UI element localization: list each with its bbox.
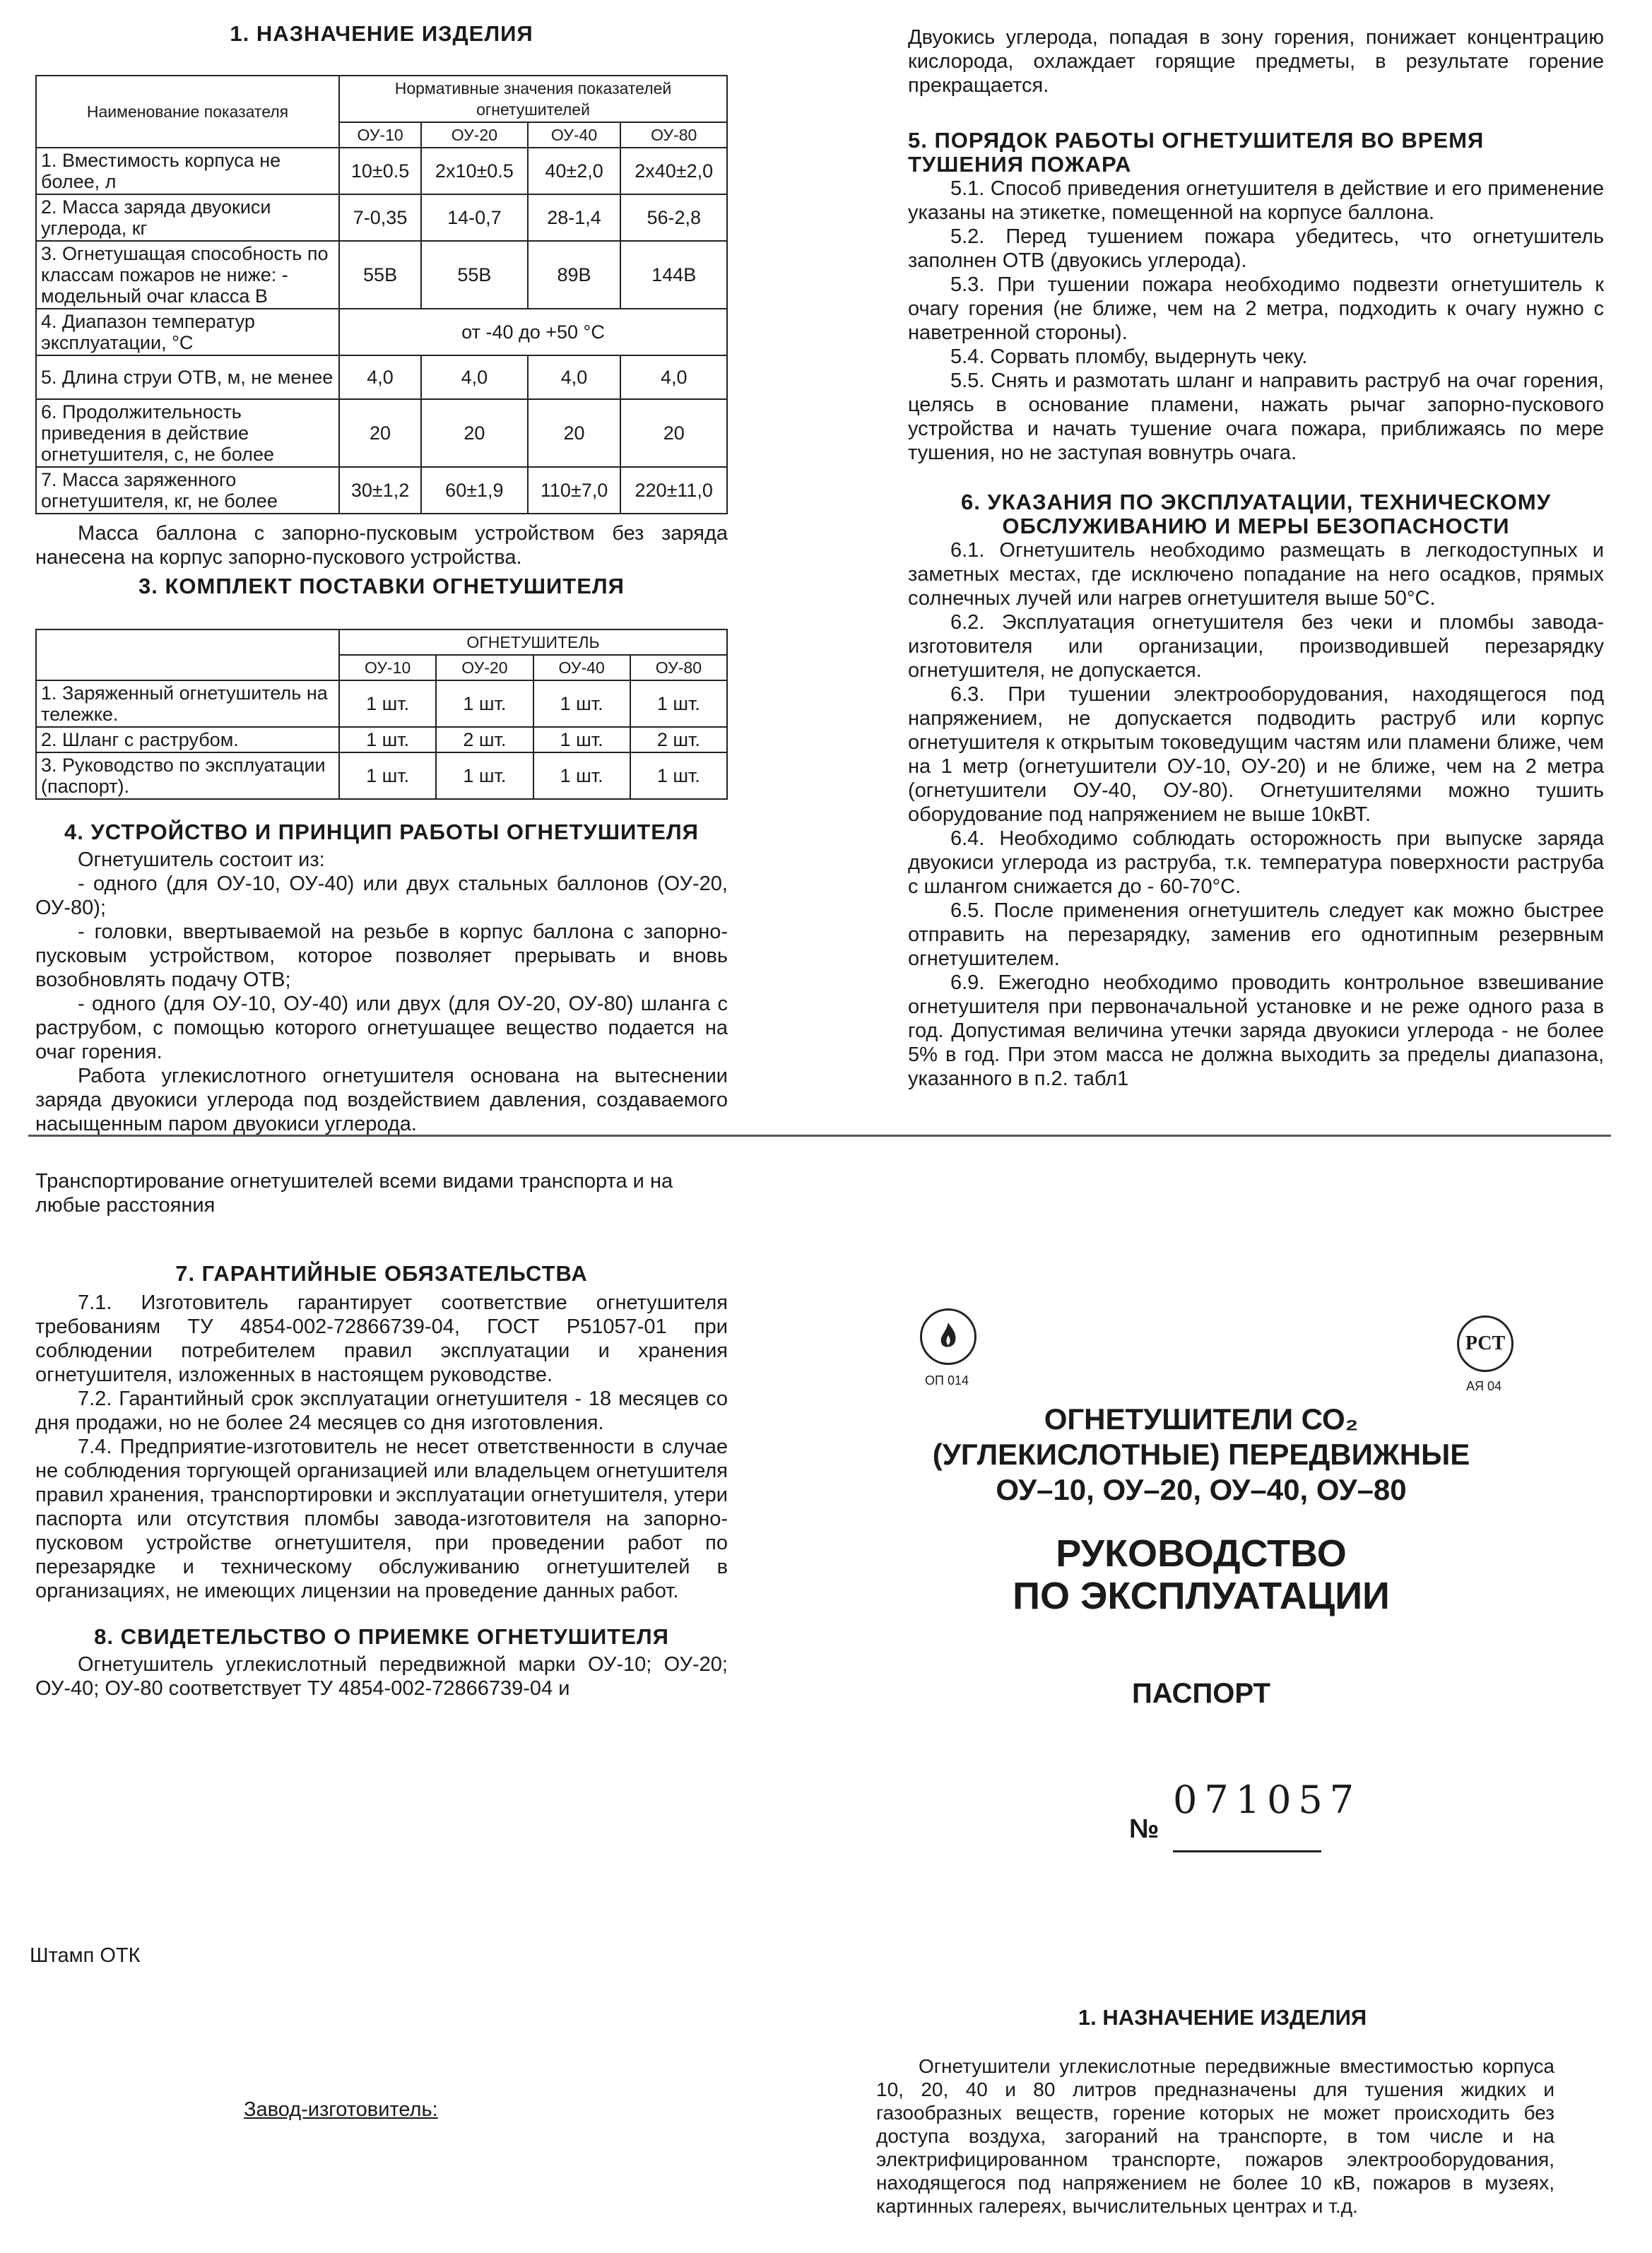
cell: 55В [421, 241, 528, 309]
paragraph: 5.3. При тушении пожара необходимо подвезти огнетушитель к очагу горения (не ближе, чем на 2 метра, подходить к очагу нужно с наветренной стороны). [908, 273, 1604, 344]
otk-stamp-label: Штамп ОТК [30, 1944, 141, 1967]
cell: 110±7,0 [528, 467, 621, 514]
paragraph: 5.5. Снять и размотать шланг и направить раструб на очаг горения, целясь в основание пламени, нажать рычаг запорно-пускового устройства и начать тушение очага пожара, приближаясь по мере тушения, но не заступая вовнутрь очага. [908, 369, 1604, 464]
col-header-extinguisher: ОГНЕТУШИТЕЛЬ [339, 629, 727, 655]
table-row [36, 148, 727, 194]
table-row [36, 752, 727, 799]
passport-label: ПАСПОРТ [1132, 1678, 1270, 1709]
cover-title-line-1: ОГНЕТУШИТЕЛИ СО₂ [1044, 1402, 1359, 1436]
paragraph: 6.5. После применения огнетушитель следует как можно быстрее отправить на перезарядку, заменив его однотипным резервным огнетушителем. [908, 899, 1604, 970]
paragraph: Огнетушитель углекислотный передвижной марки ОУ-10; ОУ-20; ОУ-40; ОУ-80 соответствует ТУ 4854-002-72866739-04 и [35, 1653, 728, 1700]
row-label: 2. Масса заряда двуокиси углерода, кг [36, 194, 339, 241]
model-header: ОУ-80 [630, 655, 727, 680]
mark-right-caption: АЯ 04 [1465, 1379, 1502, 1393]
cell: 28-1,4 [528, 194, 621, 241]
cover-title-line-4: РУКОВОДСТВО [1056, 1532, 1347, 1575]
cell: 55В [339, 241, 421, 309]
table-row [36, 241, 727, 309]
model-header: ОУ-80 [620, 122, 727, 148]
model-header: ОУ-40 [533, 655, 630, 680]
cell-span: от -40 до +50 °С [339, 309, 727, 355]
paragraph: 6.2. Эксплуатация огнетушителя без чеки и пломбы завода-изготовителя или организации, производившей перезарядку огнетушителя, не допускается. [908, 611, 1604, 682]
table-row [36, 467, 727, 514]
bottom-left-column [35, 1169, 728, 1701]
cell: 1 шт. [339, 727, 436, 752]
factory-label: Завод-изготовитель: [244, 2098, 438, 2121]
paragraph: 7.4. Предприятие-изготовитель не несет ответственности в случае не соблюдения торгующей организацией или владельцем огнетушителя правил хранения, транспортировки и эксплуатации огнетушителя, утери паспорта или отсутствия пломбы завода-изготовителя на запорно-пусковом устройстве огнетушителя, при проведении работ по перезарядке и техническому обслуживанию огнетушителей в организациях, не имеющих лицензии на проведение данных работ. [35, 1436, 728, 1602]
cell: 2 шт. [436, 727, 533, 752]
mark-left-caption: ОП 014 [925, 1373, 969, 1388]
cell: 4,0 [620, 355, 727, 399]
cell: 1 шт. [630, 752, 727, 799]
cell: 10±0.5 [339, 148, 421, 194]
mark-right-glyph: РСТ [1465, 1332, 1506, 1354]
model-header: ОУ-10 [339, 655, 436, 680]
cell: 1 шт. [339, 752, 436, 799]
table-row [36, 727, 727, 752]
row-label: 5. Длина струи ОТВ, м, не менее [36, 355, 339, 399]
section-6-title: 6. УКАЗАНИЯ ПО ЭКСПЛУАТАЦИИ, ТЕХНИЧЕСКОМУ ОБСЛУЖИВАНИЮ И МЕРЫ БЕЗОПАСНОСТИ [961, 490, 1551, 538]
cell: 1 шт. [630, 680, 727, 727]
paragraph: 6.4. Необходимо соблюдать осторожность при выпуске заряда двуокиси углерода из раструба, т.к. температура поверхности раструба с шлангом снижается до - 60-70°С. [908, 827, 1604, 898]
cell: 20 [620, 399, 727, 467]
section-5-title: 5. ПОРЯДОК РАБОТЫ ОГНЕТУШИТЕЛЯ ВО ВРЕМЯ ТУШЕНИЯ ПОЖАРА [908, 128, 1485, 177]
section-3-title: 3. КОМПЛЕКТ ПОСТАВКИ ОГНЕТУШИТЕЛЯ [138, 574, 625, 598]
row-label: 1. Вместимость корпуса не более, л [36, 148, 339, 194]
paragraph: 5.4. Сорвать пломбу, выдернуть чеку. [950, 345, 1308, 368]
row-label: 7. Масса заряженного огнетушителя, кг, не более [36, 467, 339, 514]
cell: 20 [528, 399, 621, 467]
cover-section-1-title: 1. НАЗНАЧЕНИЕ ИЗДЕЛИЯ [1078, 2005, 1367, 2030]
row-label: 6. Продолжительность приведения в действие огнетушителя, с, не более [36, 399, 339, 467]
cell: 2 шт. [630, 727, 727, 752]
cell: 4,0 [528, 355, 621, 399]
paragraph: - головки, ввертываемой на резьбе в корпус баллона с запорно-пусковым устройством, которое позволяет прерывать и вновь возобновлять подачу ОТВ; [35, 921, 728, 991]
table-row [36, 355, 727, 399]
section-8-title: 8. СВИДЕТЕЛЬСТВО О ПРИЕМКЕ ОГНЕТУШИТЕЛЯ [94, 1624, 669, 1649]
certification-mark-right-icon [1457, 1315, 1514, 1372]
row-label: 4. Диапазон температур эксплуатации, °С [36, 309, 339, 355]
cover-title-line-5: ПО ЭКСПЛУАТАЦИИ [1013, 1575, 1390, 1617]
serial-number-label: № [1129, 1814, 1160, 1844]
cell: 1 шт. [436, 752, 533, 799]
cell: 40±2,0 [528, 148, 621, 194]
row-label: 3. Руководство по эксплуатации (паспорт). [36, 752, 339, 799]
cover-section-1-paragraph: Огнетушители углекислотные передвижные вместимостью корпуса 10, 20, 40 и 80 литров предназначены для тушения жидких и газообразных веществ, горение которых не может происходить без доступа воздуха, загораний на транспорте, в том числе и на электрифицированном транспорте, пожаров электрооборудования, находящегося под напряжением не более 10 кВ, пожаров в музеях, картинных галереях, вычислительных центрах и т.д. [876, 2055, 1554, 2217]
cover-title-line-2: (УГЛЕКИСЛОТНЫЕ) ПЕРЕДВИЖНЫЕ [932, 1438, 1470, 1471]
cell: 20 [421, 399, 528, 467]
paragraph: 6.3. При тушении электрооборудования, находящегося под напряжением, не допускается подводить раструб или корпус огнетушителя к открытым токоведущим частям или пламени ближе, чем на 1 метр (огнетушители ОУ-10, ОУ-20) и не ближе, чем на 2 метра (огнетушители ОУ-40, ОУ-80). Огнетушителями можно тушить оборудование под напряжением не выше 10кВТ. [908, 683, 1604, 826]
cell: 20 [339, 399, 421, 467]
model-header: ОУ-20 [436, 655, 533, 680]
transport-paragraph: Транспортирование огнетушителей всеми видами транспорта и на любые расстояния [35, 1170, 673, 1217]
cell: 1 шт. [533, 727, 630, 752]
paragraph: Огнетушитель состоит из: [78, 848, 325, 871]
paragraph: 6.1. Огнетушитель необходимо размещать в легкодоступных и заметных местах, где исключено попадание на него осадков, прямых солнечных лучей или нагрев огнетушителя выше 50°С. [908, 539, 1604, 610]
cell: 2х40±2,0 [620, 148, 727, 194]
top-right-column [908, 25, 1604, 1091]
model-header: ОУ-10 [339, 122, 421, 148]
cell: 7-0,35 [339, 194, 421, 241]
row-label: 2. Шланг с раструбом. [36, 727, 339, 752]
row-label: 3. Огнетушащая способность по классам пожаров не ниже: - модельный очаг класса В [36, 241, 339, 309]
section-1-title: 1. НАЗНАЧЕНИЕ ИЗДЕЛИЯ [230, 21, 533, 46]
paragraph: 6.9. Ежегодно необходимо проводить контрольное взвешивание огнетушителя при первоначальной установке и не реже одного раза в год. Допустимая величина утечки заряда двуокиси углерода - не более 5% в год. При этом масса не должна выходить за пределы диапазона, указанного в п.2. табл1 [908, 971, 1604, 1090]
paragraph: 7.2. Гарантийный срок эксплуатации огнетушителя - 18 месяцев со дня продажи, но не более 24 месяцев со дня изготовления. [35, 1388, 728, 1434]
paragraph: 5.2. Перед тушением пожара убедитесь, что огнетушитель заполнен ОТВ (двуокись углерода). [908, 225, 1604, 272]
table-row [36, 680, 727, 727]
cell: 56-2,8 [620, 194, 727, 241]
cell: 30±1,2 [339, 467, 421, 514]
specs-table [35, 75, 728, 514]
model-header: ОУ-20 [421, 122, 528, 148]
flame-icon [931, 1320, 965, 1354]
table-row [36, 194, 727, 241]
table-row [36, 309, 727, 355]
paragraph: 5.1. Способ приведения огнетушителя в действие и его применение указаны на этикетке, помещенной на корпусе баллона. [908, 177, 1604, 224]
paragraph: 7.1. Изготовитель гарантирует соответствие огнетушителя требованиям ТУ 4854-002-72866739-04, ГОСТ Р51057-01 при соблюдении потребителем правил эксплуатации и хранения огнетушителя, изложенных в настоящем руководстве. [35, 1291, 728, 1386]
intro-paragraph: Двуокись углерода, попадая в зону горения, понижает концентрацию кислорода, охлаждает горящие предметы, в результате горение прекращается. [908, 26, 1604, 97]
cell: 144В [620, 241, 727, 309]
certification-mark-left-icon [920, 1308, 977, 1365]
table-note: Масса баллона с запорно-пусковым устройством без заряда нанесена на корпус запорно-пускового устройства. [35, 522, 728, 569]
cover-title-line-3: ОУ–10, ОУ–20, ОУ–40, ОУ–80 [996, 1473, 1407, 1506]
cell: 4,0 [421, 355, 528, 399]
cell: 1 шт. [339, 680, 436, 727]
paragraph: - одного (для ОУ-10, ОУ-40) или двух стальных баллонов (ОУ-20, ОУ-80); [35, 873, 728, 919]
serial-number-value: 071057 [1173, 1778, 1321, 1852]
cell: 220±11,0 [620, 467, 727, 514]
paragraph: - одного (для ОУ-10, ОУ-40) или двух (для ОУ-20, ОУ-80) шланга с раструбом, с помощью которого огнетушащее вещество подается на очаг горения. [35, 993, 728, 1063]
cell: 60±1,9 [421, 467, 528, 514]
table-row [36, 399, 727, 467]
row-label: 1. Заряженный огнетушитель на тележке. [36, 680, 339, 727]
col-header-norm: Нормативные значения показателей огнетушителей [339, 76, 727, 122]
paragraph: Работа углекислотного огнетушителя основана на вытеснении заряда двуокиси углерода под воздействием давления, создаваемого насыщенным паром двуокиси углерода. [35, 1065, 728, 1135]
fold-line [28, 1135, 1611, 1137]
col-header-name: Наименование показателя [36, 76, 339, 148]
cell: 2х10±0.5 [421, 148, 528, 194]
delivery-table [35, 629, 728, 800]
cell: 14-0,7 [421, 194, 528, 241]
cell: 89В [528, 241, 621, 309]
section-7-title: 7. ГАРАНТИЙНЫЕ ОБЯЗАТЕЛЬСТВА [175, 1261, 588, 1286]
cell: 1 шт. [533, 752, 630, 799]
cell: 4,0 [339, 355, 421, 399]
section-4-title: 4. УСТРОЙСТВО И ПРИНЦИП РАБОТЫ ОГНЕТУШИТЕЛЯ [64, 820, 699, 844]
cell: 1 шт. [436, 680, 533, 727]
top-left-column [35, 21, 728, 1136]
cell: 1 шт. [533, 680, 630, 727]
model-header: ОУ-40 [528, 122, 621, 148]
